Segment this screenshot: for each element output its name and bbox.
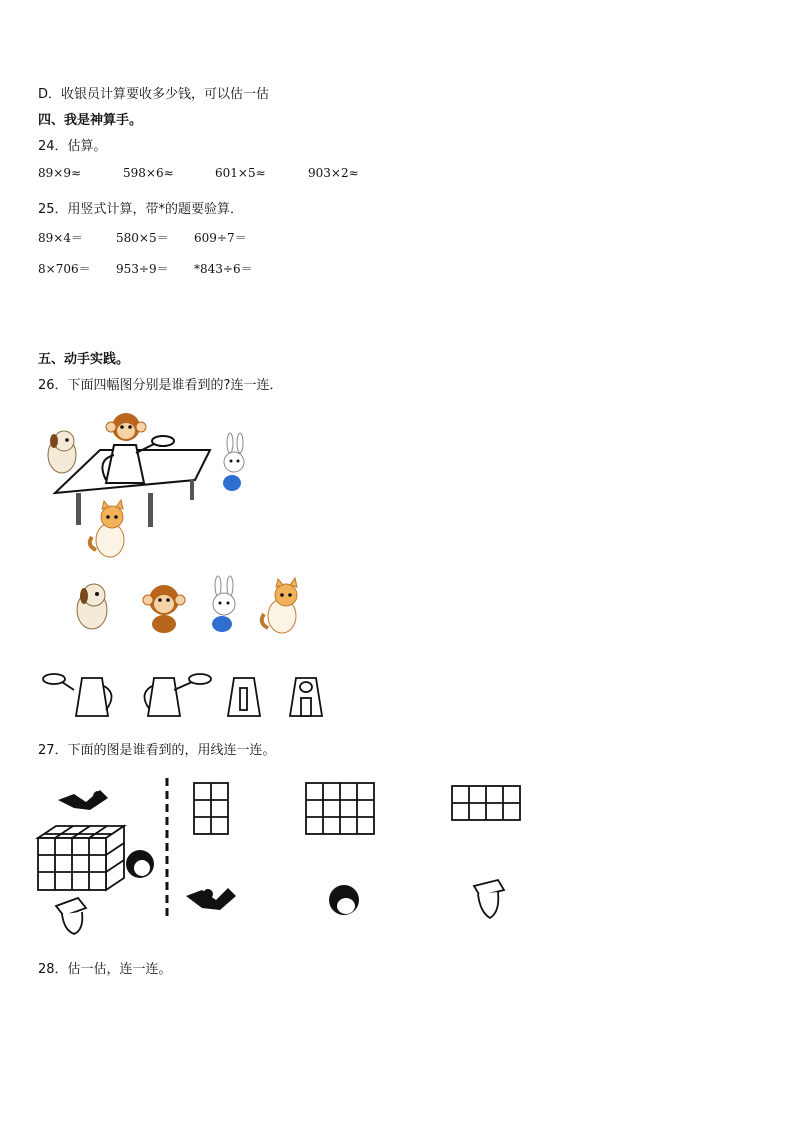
estimate-4: 903×2≈ [308, 166, 359, 180]
monkey-icon [143, 585, 185, 633]
dog-icon [77, 584, 107, 629]
question-26: 26．下面四幅图分别是谁看到的?连一连． [38, 378, 283, 393]
table-leg [76, 493, 81, 525]
option-d-text: D．收银员计算要收多少钱，可以估一估 [38, 87, 270, 102]
rabbit-icon [223, 433, 244, 491]
cat-icon [90, 500, 124, 557]
watering-can-side-view-2 [144, 674, 211, 716]
watering-can-side-view-1 [43, 674, 112, 716]
vertical-calc-1: 89×4＝ [38, 231, 83, 245]
question-28: 28．估一估，连一连。 [38, 962, 172, 977]
dog-icon [48, 431, 76, 473]
grid-view-3 [452, 786, 520, 820]
section-5-heading: 五、动手实践。 [38, 352, 130, 367]
estimate-2: 598×6≈ [123, 166, 174, 180]
q27-viewers [180, 876, 520, 926]
grid-view-1 [194, 783, 228, 834]
q26-view-row [40, 670, 330, 722]
estimate-3: 601×5≈ [215, 166, 266, 180]
bird-icon [186, 888, 236, 910]
section-4-heading: 四、我是神算手。 [38, 113, 143, 128]
table-leg [190, 480, 194, 500]
table-leg [148, 493, 153, 527]
q26-scene [40, 405, 260, 560]
monkey-icon [106, 413, 146, 441]
grid-view-2 [306, 783, 374, 834]
boy-icon [56, 898, 86, 934]
vertical-calc-4: 8×706＝ [38, 262, 91, 276]
watering-can-back-view [228, 678, 260, 716]
girl-icon [126, 850, 154, 878]
rabbit-icon [212, 576, 235, 632]
question-24: 24．估算。 [38, 139, 107, 154]
cat-icon [262, 578, 297, 633]
bird-icon [58, 790, 108, 810]
q27-grids [190, 780, 530, 840]
girl-icon [329, 885, 359, 915]
question-25: 25．用竖式计算，带*的题要验算． [38, 202, 244, 217]
q26-animal-row [72, 578, 312, 636]
boy-icon [474, 880, 504, 918]
watering-can-front-view [290, 678, 322, 716]
watering-can-rose [152, 436, 174, 446]
question-27: 27．下面的图是谁看到的，用线连一连。 [38, 743, 276, 758]
estimate-1: 89×9≈ [38, 166, 82, 180]
vertical-calc-3: 609÷7＝ [194, 231, 247, 245]
vertical-calc-2: 580×5＝ [116, 231, 169, 245]
cube-stack [38, 826, 124, 890]
vertical-calc-5: 953÷9＝ [116, 262, 169, 276]
vertical-calc-6: *843÷6＝ [194, 262, 253, 276]
